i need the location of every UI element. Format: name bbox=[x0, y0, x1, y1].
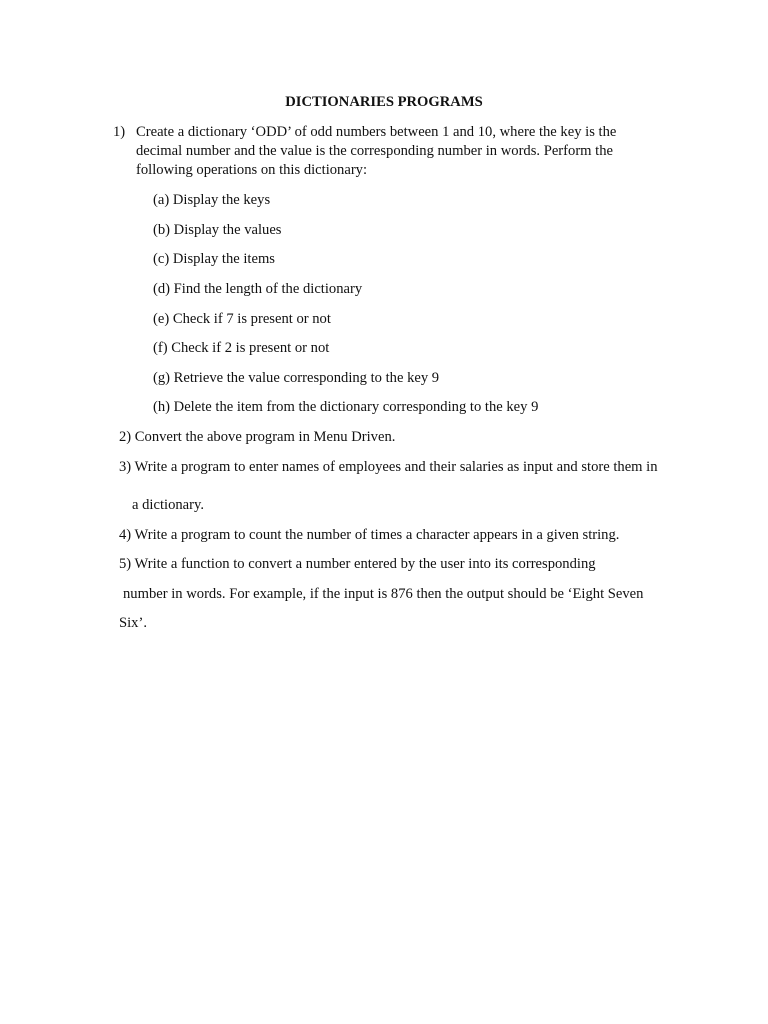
question-5-line-2: number in words. For example, if the input is 876 then the output should be ‘Eight Seven bbox=[123, 586, 644, 602]
question-4-text: 4) Write a program to count the number of times a character appears in a given string. bbox=[119, 527, 620, 543]
page-title: DICTIONARIES PROGRAMS bbox=[285, 94, 483, 110]
question-3-line-2: a dictionary. bbox=[132, 497, 204, 513]
question-5-line-1: 5) Write a function to convert a number entered by the user into its corresponding bbox=[119, 556, 596, 572]
question-1-subitem-f: (f) Check if 2 is present or not bbox=[153, 340, 330, 356]
question-1-subitem-b: (b) Display the values bbox=[153, 222, 282, 238]
question-1-subitem-c: (c) Display the items bbox=[153, 251, 275, 267]
question-1-text: Create a dictionary ‘ODD’ of odd numbers between 1 and 10, where the key is the decimal number and the value is the corresponding number in words. Perform the following operations on this dictionary: bbox=[136, 124, 617, 178]
question-1-subitem-h: (h) Delete the item from the dictionary corresponding to the key 9 bbox=[153, 399, 539, 415]
question-5-line-3: Six’. bbox=[119, 615, 147, 631]
question-1-subitem-a: (a) Display the keys bbox=[153, 192, 271, 208]
question-2-text: 2) Convert the above program in Menu Driven. bbox=[119, 429, 396, 445]
question-1-subitem-g: (g) Retrieve the value corresponding to the key 9 bbox=[153, 370, 440, 386]
question-1-subitem-d: (d) Find the length of the dictionary bbox=[153, 281, 363, 297]
question-1-subitem-e: (e) Check if 7 is present or not bbox=[153, 311, 331, 327]
question-3-line-1: 3) Write a program to enter names of employees and their salaries as input and store them in bbox=[119, 459, 658, 475]
question-1-number: 1) bbox=[113, 124, 126, 140]
